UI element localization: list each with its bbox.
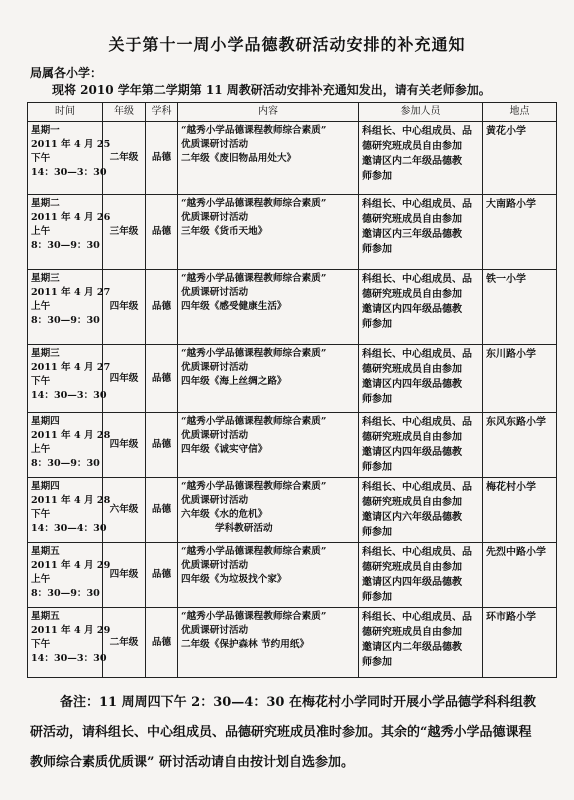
participants-line: 师参加 — [362, 527, 392, 538]
participants-cell — [359, 122, 483, 195]
participants-line: 科组长、中心组成员、品 — [362, 274, 472, 285]
location-cell — [483, 413, 557, 478]
location-cell — [483, 270, 557, 345]
participants-cell — [359, 345, 483, 413]
table-row — [28, 608, 557, 678]
content-cell — [178, 195, 359, 270]
grade-cell: 四年级 — [103, 543, 146, 608]
table-row — [28, 195, 557, 270]
table-row — [28, 543, 557, 608]
grade-cell: 二年级 — [103, 608, 146, 678]
participants-line: 科组长、中心组成员、品 — [362, 612, 472, 623]
time-line: 星期二 — [31, 198, 60, 209]
time-cell — [28, 195, 111, 270]
content-line: 优质课研讨活动 — [181, 362, 249, 373]
content-line: “越秀小学品德课程教师综合素质” — [181, 611, 327, 622]
time-cell — [28, 478, 111, 543]
participants-line: 师参加 — [362, 657, 392, 668]
participants-line: 科组长、中心组成员、品 — [362, 547, 472, 558]
time-line: 2011 年 4 月 27 — [31, 287, 111, 298]
time-line: 上午 — [31, 226, 51, 237]
participants-line: 德研究班成员自由参加 — [362, 497, 462, 508]
time-line: 8：30—9：30 — [31, 588, 100, 599]
content-cell — [178, 345, 359, 413]
grade-cell: 三年级 — [103, 195, 146, 270]
time-line: 星期四 — [31, 416, 60, 427]
participants-cell — [359, 270, 483, 345]
participants-line: 邀请区内三年级品德教 — [362, 229, 462, 240]
content-line: 优质课研讨活动 — [181, 625, 249, 636]
time-line: 8：30—9：30 — [31, 315, 100, 326]
content-line: “越秀小学品德课程教师综合素质” — [181, 416, 327, 427]
participants-line: 德研究班成员自由参加 — [362, 364, 462, 375]
time-line: 上午 — [31, 301, 51, 312]
content-cell — [178, 122, 359, 195]
participants-line: 师参加 — [362, 394, 392, 405]
content-line: 四年级《感受健康生活》 — [181, 301, 287, 312]
participants-line: 邀请区内六年级品德教 — [362, 512, 462, 523]
time-line: 星期三 — [31, 348, 60, 359]
time-line: 星期五 — [31, 546, 60, 557]
schedule-table — [27, 102, 557, 678]
grade-cell: 四年级 — [103, 345, 146, 413]
time-line: 2011 年 4 月 26 — [31, 212, 111, 223]
header-participants: 参加人员 — [359, 103, 483, 122]
participants-cell — [359, 478, 483, 543]
table-row — [28, 345, 557, 413]
grade-cell: 六年级 — [103, 478, 146, 543]
location-cell — [483, 608, 557, 678]
participants-line: 德研究班成员自由参加 — [362, 289, 462, 300]
participants-line: 科组长、中心组成员、品 — [362, 417, 472, 428]
time-line: 8：30—9：30 — [31, 240, 100, 251]
participants-line: 德研究班成员自由参加 — [362, 432, 462, 443]
participants-line: 邀请区内四年级品德教 — [362, 304, 462, 315]
participants-line: 科组长、中心组成员、品 — [362, 199, 472, 210]
time-line: 2011 年 4 月 27 — [31, 362, 111, 373]
content-line: “越秀小学品德课程教师综合素质” — [181, 348, 327, 359]
table-header-row — [28, 103, 557, 122]
grade-cell: 二年级 — [103, 122, 146, 195]
content-line: 优质课研讨活动 — [181, 430, 249, 441]
location-text: 黄花小学 — [486, 126, 526, 137]
time-cell — [28, 345, 111, 413]
content-cell — [178, 478, 359, 543]
participants-line: 师参加 — [362, 462, 392, 473]
location-cell — [483, 345, 557, 413]
time-line: 8：30—9：30 — [31, 458, 100, 469]
subject-cell: 品德 — [146, 608, 178, 678]
participants-line: 师参加 — [362, 319, 392, 330]
location-text: 铁一小学 — [486, 274, 526, 285]
participants-line: 师参加 — [362, 592, 392, 603]
intro-paragraph: 现将 2010 学年第二学期第 11 周教研活动安排补充通知发出，请有关老师参加。 — [52, 83, 491, 97]
location-text: 梅花村小学 — [486, 482, 536, 493]
location-text: 东风东路小学 — [486, 417, 546, 428]
participants-line: 德研究班成员自由参加 — [362, 214, 462, 225]
time-line: 下午 — [31, 153, 51, 164]
content-line: 二年级《废旧物品用处大》 — [181, 153, 297, 164]
location-text: 大南路小学 — [486, 199, 536, 210]
content-line: 四年级《为垃圾找个家》 — [181, 574, 287, 585]
location-cell — [483, 478, 557, 543]
table-row — [28, 122, 557, 195]
time-line: 2011 年 4 月 29 — [31, 560, 111, 571]
time-cell — [28, 413, 111, 478]
location-cell — [483, 195, 557, 270]
content-line: 优质课研讨活动 — [181, 287, 249, 298]
content-line: “越秀小学品德课程教师综合素质” — [181, 273, 327, 284]
participants-line: 德研究班成员自由参加 — [362, 141, 462, 152]
content-line: 六年级《水的危机》 — [181, 509, 268, 520]
content-cell — [178, 270, 359, 345]
time-line: 星期三 — [31, 273, 60, 284]
participants-line: 邀请区内四年级品德教 — [362, 447, 462, 458]
participants-line: 邀请区内四年级品德教 — [362, 577, 462, 588]
content-line: 二年级《保护森林 节约用纸》 — [181, 639, 310, 650]
table-row — [28, 413, 557, 478]
time-line: 14：30—4：30 — [31, 523, 107, 534]
subject-cell: 品德 — [146, 543, 178, 608]
subject-cell: 品德 — [146, 345, 178, 413]
content-cell — [178, 543, 359, 608]
content-cell — [178, 608, 359, 678]
time-line: 上午 — [31, 574, 51, 585]
content-cell — [178, 413, 359, 478]
participants-line: 科组长、中心组成员、品 — [362, 126, 472, 137]
content-line: 四年级《海上丝绸之路》 — [181, 376, 287, 387]
location-text: 先烈中路小学 — [486, 547, 546, 558]
content-line: 三年级《货币天地》 — [181, 226, 268, 237]
grade-cell: 四年级 — [103, 413, 146, 478]
location-cell — [483, 543, 557, 608]
participants-line: 师参加 — [362, 171, 392, 182]
participants-line: 邀请区内二年级品德教 — [362, 642, 462, 653]
participants-line: 科组长、中心组成员、品 — [362, 349, 472, 360]
time-cell — [28, 122, 111, 195]
time-line: 14：30—3：30 — [31, 653, 107, 664]
header-content: 内容 — [178, 103, 359, 122]
location-text: 环市路小学 — [486, 612, 536, 623]
time-line: 2011 年 4 月 28 — [31, 495, 111, 506]
participants-cell — [359, 413, 483, 478]
subject-cell: 品德 — [146, 122, 178, 195]
time-cell — [28, 608, 111, 678]
content-line: 优质课研讨活动 — [181, 495, 249, 506]
time-line: 上午 — [31, 444, 51, 455]
participants-line: 邀请区内四年级品德教 — [362, 379, 462, 390]
subject-cell: 品德 — [146, 270, 178, 345]
table-row — [28, 270, 557, 345]
content-line: 优质课研讨活动 — [181, 139, 249, 150]
time-line: 星期一 — [31, 125, 60, 136]
content-line: 四年级《诚实守信》 — [181, 444, 268, 455]
subject-cell: 品德 — [146, 413, 178, 478]
participants-cell — [359, 195, 483, 270]
time-line: 2011 年 4 月 25 — [31, 139, 111, 150]
time-line: 星期四 — [31, 481, 60, 492]
time-line: 14：30—3：30 — [31, 167, 107, 178]
time-line: 2011 年 4 月 29 — [31, 625, 111, 636]
time-line: 下午 — [31, 509, 51, 520]
participants-cell — [359, 543, 483, 608]
time-line: 下午 — [31, 376, 51, 387]
location-text: 东川路小学 — [486, 349, 536, 360]
page-title: 关于第十一周小学品德教研活动安排的补充通知 — [108, 35, 466, 54]
participants-line: 德研究班成员自由参加 — [362, 627, 462, 638]
recipient-line: 局属各小学： — [30, 66, 103, 80]
participants-line: 科组长、中心组成员、品 — [362, 482, 472, 493]
content-line: 优质课研讨活动 — [181, 212, 249, 223]
participants-line: 师参加 — [362, 244, 392, 255]
header-grade: 年级 — [103, 103, 146, 122]
participants-cell — [359, 608, 483, 678]
content-line: “越秀小学品德课程教师综合素质” — [181, 198, 327, 209]
header-location: 地点 — [483, 103, 557, 122]
content-line: “越秀小学品德课程教师综合素质” — [181, 546, 327, 557]
time-cell — [28, 543, 111, 608]
content-line: “越秀小学品德课程教师综合素质” — [181, 125, 327, 136]
content-line: 学科教研活动 — [215, 523, 273, 534]
time-line: 下午 — [31, 639, 51, 650]
table-row — [28, 478, 557, 543]
participants-line: 德研究班成员自由参加 — [362, 562, 462, 573]
grade-cell: 四年级 — [103, 270, 146, 345]
header-subject: 学科 — [146, 103, 178, 122]
time-line: 14：30—3：30 — [31, 390, 107, 401]
subject-cell: 品德 — [146, 478, 178, 543]
subject-cell: 品德 — [146, 195, 178, 270]
participants-line: 邀请区内二年级品德教 — [362, 156, 462, 167]
time-line: 星期五 — [31, 611, 60, 622]
remark-note: 备注：11 周周四下午 2：30—4：30 在梅花村小学同时开展小学品德学科科组教研活动，请科组长、中心组成员、品德研究班成员准时参加。其余的“越秀小学品德课程教师综合素质优质课” 研讨活动请自由按计划自选参加。 — [30, 695, 536, 770]
time-line: 2011 年 4 月 28 — [31, 430, 111, 441]
content-line: 优质课研讨活动 — [181, 560, 249, 571]
content-line: “越秀小学品德课程教师综合素质” — [181, 481, 327, 492]
time-cell — [28, 270, 111, 345]
header-time: 时间 — [28, 103, 103, 122]
location-cell — [483, 122, 557, 195]
